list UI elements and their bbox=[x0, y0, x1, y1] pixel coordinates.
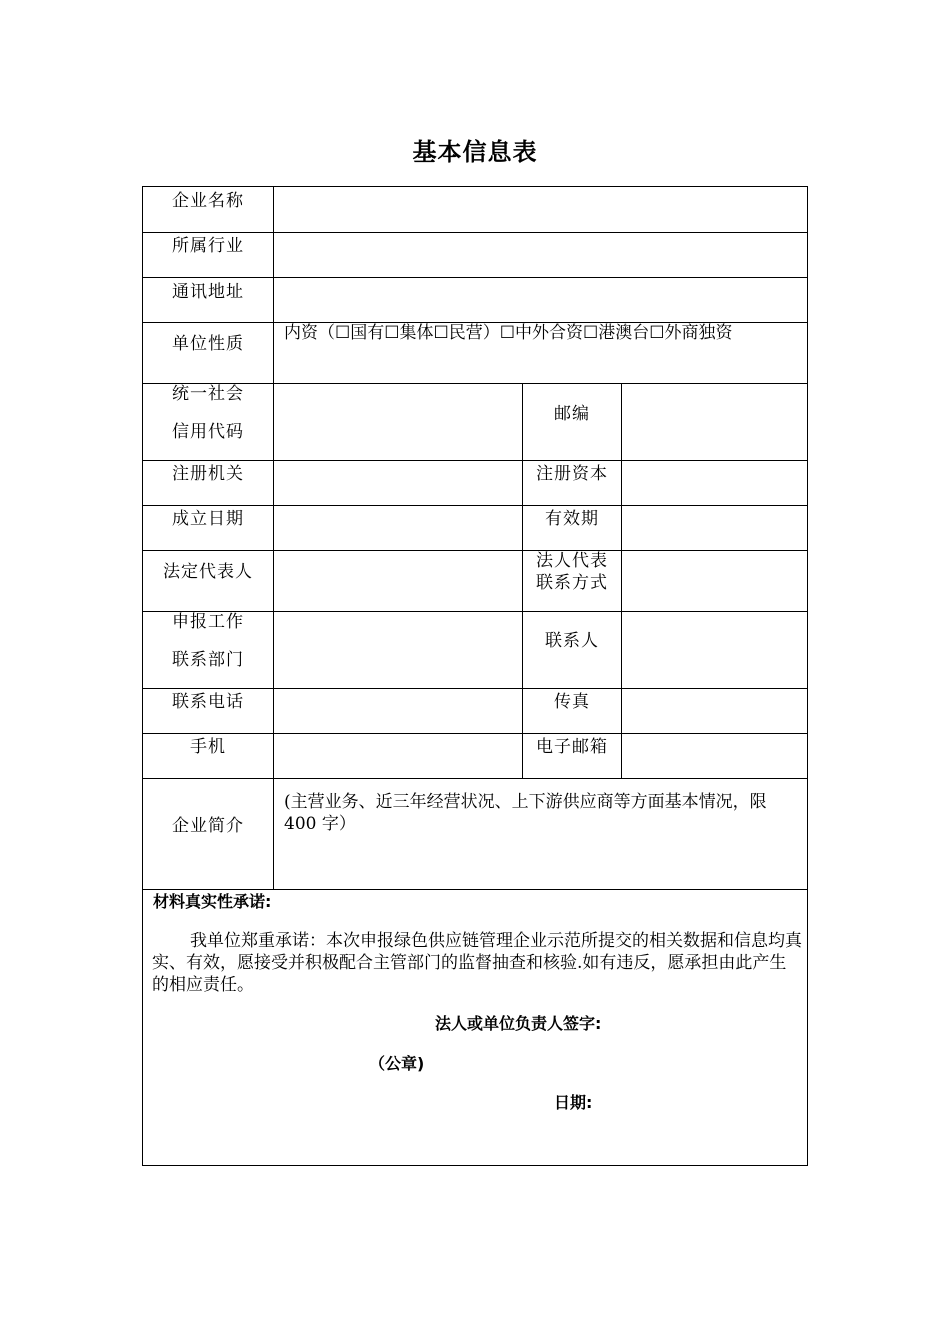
label-phone: 联系电话 bbox=[172, 692, 244, 712]
label-mobile: 手机 bbox=[190, 737, 226, 757]
row-divider bbox=[143, 505, 807, 506]
unit-nature-options: 内资（☐国有☐集体☐民营）☐中外合资☐港澳台☐外商独资 bbox=[284, 323, 733, 343]
label-credit-code-line1: 统一社会 bbox=[172, 384, 244, 404]
seal-label: （公章) bbox=[369, 1054, 425, 1073]
label-founded: 成立日期 bbox=[172, 509, 244, 529]
label-address: 通讯地址 bbox=[172, 282, 244, 302]
row-divider bbox=[143, 778, 807, 779]
row-divider bbox=[143, 688, 807, 689]
date-label: 日期: bbox=[554, 1093, 593, 1112]
commitment-heading: 材料真实性承诺: bbox=[153, 892, 272, 911]
label-fax: 传真 bbox=[554, 692, 590, 712]
column-divider bbox=[621, 383, 622, 778]
label-unit-nature: 单位性质 bbox=[172, 334, 244, 354]
label-validity: 有效期 bbox=[545, 509, 599, 529]
label-reg-authority: 注册机关 bbox=[172, 464, 244, 484]
row-divider bbox=[143, 733, 807, 734]
label-company-name: 企业名称 bbox=[172, 191, 244, 211]
label-legal-rep: 法定代表人 bbox=[163, 562, 253, 582]
signature-label: 法人或单位负责人签字: bbox=[435, 1014, 602, 1033]
label-reg-capital: 注册资本 bbox=[536, 464, 608, 484]
label-legal-rep-contact-line1: 法人代表 bbox=[536, 551, 608, 571]
row-divider bbox=[143, 889, 807, 890]
commitment-body: 我单位郑重承诺：本次申报绿色供应链管理企业示范所提交的相关数据和信息均真实、有效，愿接受并积极配合主管部门的监督抽查和核验.如有违反，愿承担由此产生的相应责任。 bbox=[152, 931, 802, 995]
row-divider bbox=[143, 460, 807, 461]
label-dept-line2: 联系部门 bbox=[172, 650, 244, 670]
label-profile: 企业简介 bbox=[172, 816, 244, 836]
label-credit-code-line2: 信用代码 bbox=[172, 422, 244, 442]
row-divider bbox=[143, 277, 807, 278]
basic-info-form bbox=[142, 186, 808, 1166]
column-divider bbox=[273, 187, 274, 889]
label-contact-person: 联系人 bbox=[545, 631, 599, 651]
label-industry: 所属行业 bbox=[172, 236, 244, 256]
label-postcode: 邮编 bbox=[554, 404, 590, 424]
label-dept-line1: 申报工作 bbox=[172, 612, 244, 632]
label-legal-rep-contact-line2: 联系方式 bbox=[536, 573, 608, 593]
profile-hint: (主营业务、近三年经营状况、上下游供应商等方面基本情况，限 400 字） bbox=[284, 792, 767, 834]
row-divider bbox=[143, 550, 807, 551]
page-title: 基本信息表 bbox=[412, 138, 538, 166]
label-email: 电子邮箱 bbox=[536, 737, 608, 757]
row-divider bbox=[143, 232, 807, 233]
